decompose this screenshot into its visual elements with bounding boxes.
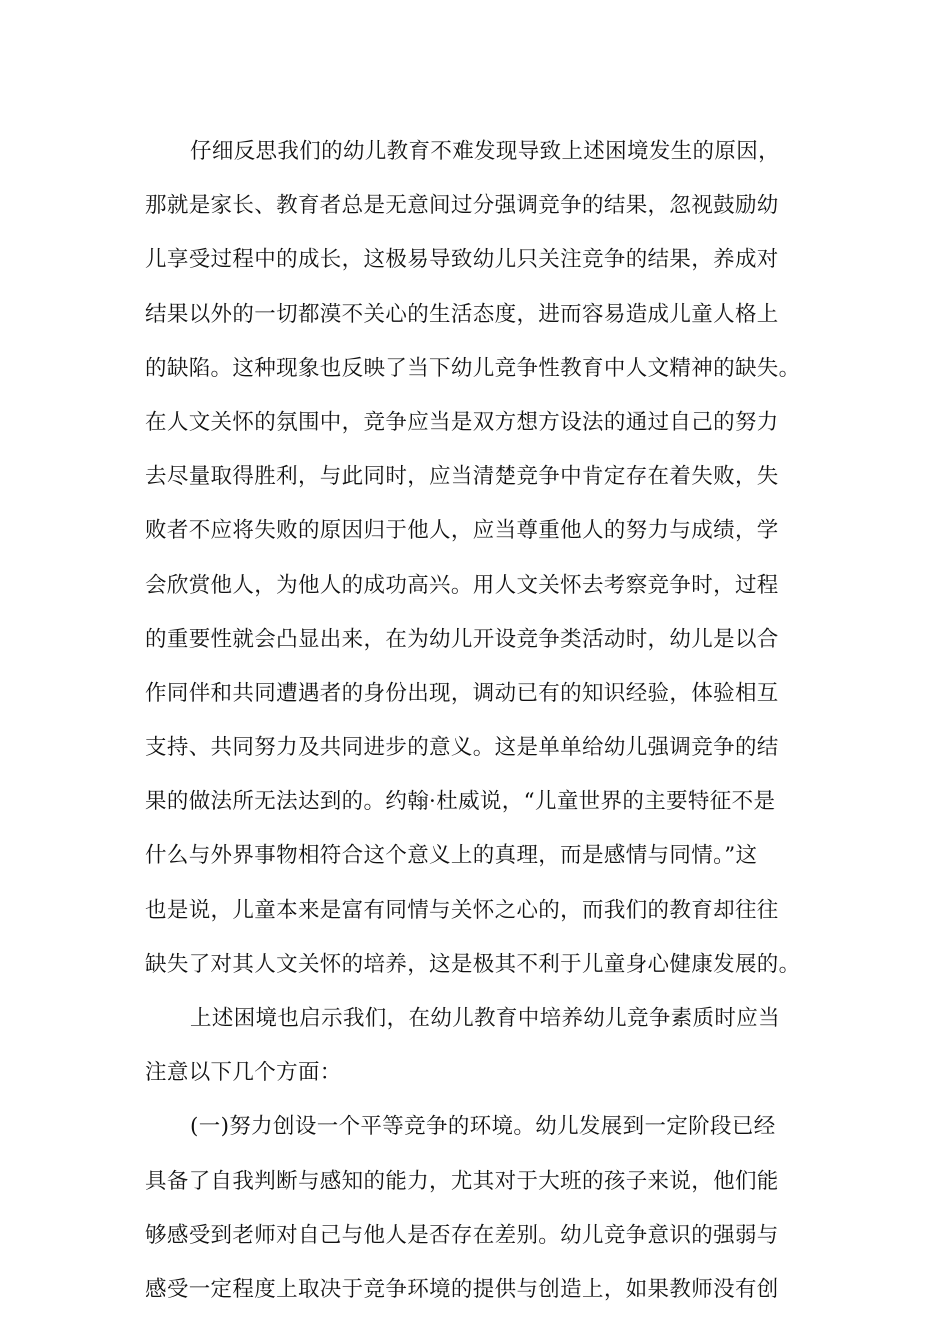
text-line: 什么与外界事物相符合这个意义上的真理，而是感情与同情。”这 [145,843,758,869]
text-line: 也是说，儿童本来是富有同情与关怀之心的，而我们的教育却往往 [145,897,779,923]
text-line: 的缺陷。这种现象也反映了当下幼儿竞争性教育中人文精神的缺失。 [145,355,801,381]
text-line: 注意以下几个方面： [145,1060,342,1086]
text-line: 够感受到老师对自己与他人是否存在差别。幼儿竞争意识的强弱与 [145,1222,779,1248]
text-line: 儿享受过程中的成长，这极易导致幼儿只关注竞争的结果，养成对 [145,247,779,273]
text-line: 支持、共同努力及共同进步的意义。这是单单给幼儿强调竞争的结 [145,735,779,761]
text-line: 缺失了对其人文关怀的培养，这是极其不利于儿童身心健康发展的。 [145,951,801,977]
text-line: 果的做法所无法达到的。约翰·杜威说，“儿童世界的主要特征不是 [145,789,776,815]
text-line: 败者不应将失败的原因归于他人，应当尊重他人的努力与成绩，学 [145,518,779,544]
text-line: (一)努力创设一个平等竞争的环境。幼儿发展到一定阶段已经 [190,1114,776,1140]
text-line: 会欣赏他人，为他人的成功高兴。用人文关怀去考察竞争时，过程 [145,572,779,598]
text-line: 的重要性就会凸显出来，在为幼儿开设竞争类活动时，幼儿是以合 [145,626,779,652]
text-line: 作同伴和共同遭遇者的身份出现，调动已有的知识经验，体验相互 [145,680,779,706]
text-line: 结果以外的一切都漠不关心的生活态度，进而容易造成儿童人格上 [145,301,779,327]
text-line: 在人文关怀的氛围中，竞争应当是双方想方设法的通过自己的努力 [145,409,779,435]
body-text [145,132,805,1324]
text-line: 那就是家长、教育者总是无意间过分强调竞争的结果，忽视鼓励幼 [145,193,779,219]
text-line: 具备了自我判断与感知的能力，尤其对于大班的孩子来说，他们能 [145,1168,779,1194]
text-line: 去尽量取得胜利，与此同时，应当清楚竞争中肯定存在着失败，失 [145,464,779,490]
text-line: 仔细反思我们的幼儿教育不难发现导致上述困境发生的原因， [190,139,780,164]
text-line: 感受一定程度上取决于竞争环境的提供与创造上，如果教师没有创 [145,1276,779,1302]
text-line: 上述困境也启示我们，在幼儿教育中培养幼儿竞争素质时应当 [190,1006,780,1031]
